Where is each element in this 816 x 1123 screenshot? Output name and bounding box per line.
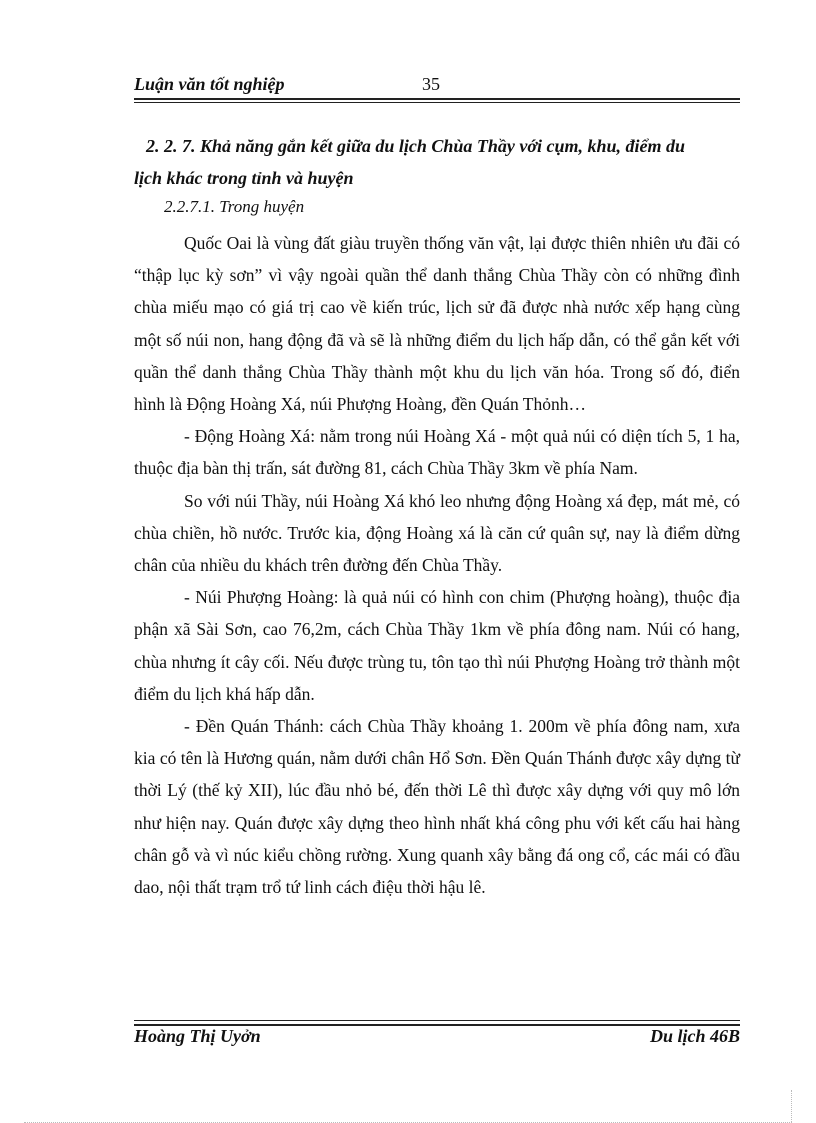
footer-class: Du lịch 46B <box>649 1026 740 1046</box>
page-edge-right <box>791 1090 792 1122</box>
body-text <box>134 227 740 903</box>
subsection-heading: 2.2.7.1. Trong huyện <box>164 197 305 216</box>
paragraph-dong-hoang-xa: - Động Hoàng Xá: nằm trong núi Hoàng Xá - một quả núi có diện tích 5, 1 ha, thuộc địa bàn thị trấn, sát đường 81, cách Chùa Thầy 3km về phía Nam. <box>134 426 740 479</box>
page-header <box>134 74 740 98</box>
header-title: Luận văn tốt nghiệp <box>134 74 285 94</box>
footer-rule-thin <box>134 1020 740 1021</box>
section-heading <box>134 130 742 194</box>
header-rule-thin <box>134 102 740 103</box>
section-heading-line2: lịch khác trong tỉnh và huyện <box>134 168 354 188</box>
page-footer <box>134 1026 740 1050</box>
section-heading-line1: 2. 2. 7. Khả năng gắn kết giữa du lịch Chùa Thầy với cụm, khu, điểm du <box>146 136 686 156</box>
footer-author: Hoàng Thị Uyởn <box>134 1026 261 1046</box>
paragraph-intro: Quốc Oai là vùng đất giàu truyền thống văn vật, lại được thiên nhiên ưu đãi có “thập lục kỳ sơn” vì vậy ngoài quần thể danh thắng Chùa Thầy còn có những đình chùa miếu mạo có giá trị cao về kiến trúc, lịch sử đã được nhà nước xếp hạng cùng một số núi non, hang động đã và sẽ là những điểm du lịch hấp dẫn, có thể gắn kết với quần thể danh thắng Chùa Thầy thành một khu du lịch văn hóa. Trong số đó, điển hình là Động Hoàng Xá, núi Phượng Hoàng, đền Quán Thỏnh… <box>134 233 740 415</box>
paragraph-den-quan-thanh: - Đền Quán Thánh: cách Chùa Thầy khoảng 1. 200m về phía đông nam, xưa kia có tên là Hương quán, nằm dưới chân Hổ Sơn. Đền Quán Thánh được xây dựng từ thời Lý (thế kỷ XII), lúc đầu nhỏ bé, đến thời Lê thì được xây dựng với quy mô lớn như hiện nay. Quán được xây dựng theo hình nhất khá công phu với kết cấu hai hàng chân gỗ và vì núc kiểu chồng rường. Xung quanh xây bằng đá ong cổ, các mái có đầu dao, nội thất trạm trổ tứ linh cách điệu thời hậu lê. <box>134 716 740 898</box>
paragraph-nui-phuong-hoang: - Núi Phượng Hoàng: là quả núi có hình con chim (Phượng hoàng), thuộc địa phận xã Sài Sơn, cao 76,2m, cách Chùa Thầy 1km về phía đông nam. Núi có hang, chùa nhưng ít cây cối. Nếu được trùng tu, tôn tạo thì núi Phượng Hoàng trở thành một điểm du lịch khá hấp dẫn. <box>134 587 740 704</box>
paragraph-nui-hoang-xa: So với núi Thầy, núi Hoàng Xá khó leo nhưng động Hoàng xá đẹp, mát mẻ, có chùa chiền, hồ nước. Trước kia, động Hoàng xá là căn cứ quân sự, nay là điểm dừng chân của nhiều du khách trên đường đến Chùa Thầy. <box>134 490 740 576</box>
page-number: 35 <box>422 74 440 94</box>
header-rule <box>134 98 740 100</box>
